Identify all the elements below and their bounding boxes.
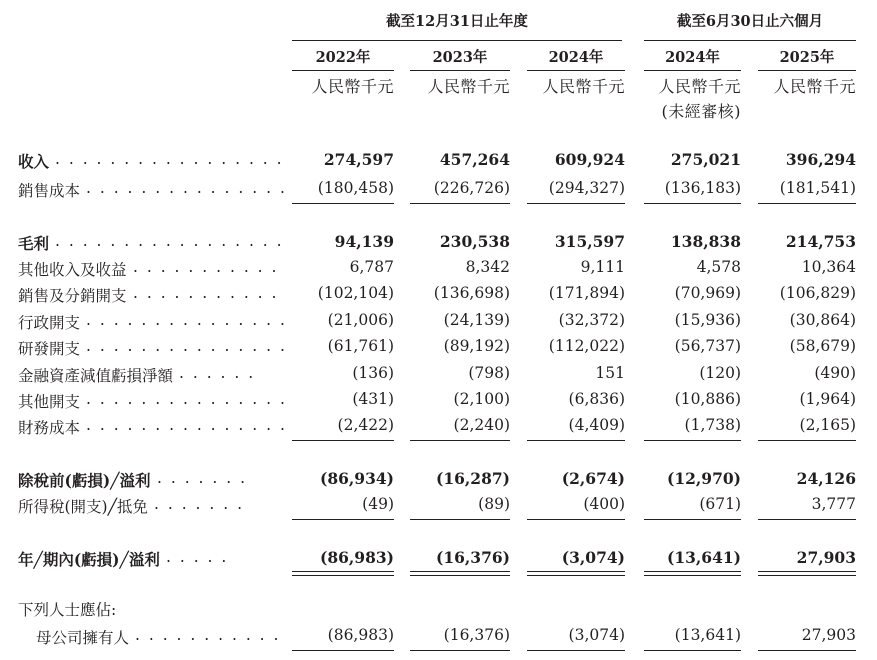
column-rule (410, 70, 510, 71)
column-rule (758, 70, 856, 71)
row-value: (671) (699, 495, 741, 513)
row-label: 財務成本 (18, 419, 81, 437)
row-value: 457,264 (439, 150, 510, 169)
attributable-value: (13,641) (674, 626, 741, 644)
subtotal-rule (758, 440, 856, 441)
subtotal-rule (527, 519, 625, 520)
leader-dots: . . . . . . . . . . . . . . . (86, 390, 287, 408)
subtotal-rule (410, 440, 510, 441)
row-value: (13,641) (667, 548, 741, 567)
row-label: 毛利 (18, 234, 50, 253)
leader-dots: . . . . . . . (154, 495, 245, 513)
row-value: (49) (362, 495, 394, 513)
row-value: (490) (814, 364, 856, 382)
row-value: (171,894) (548, 284, 625, 302)
row-value: (180,458) (317, 179, 394, 197)
column-year: 2023年 (432, 49, 488, 66)
attributable-value: (86,983) (327, 626, 394, 644)
row-value: (16,287) (436, 469, 510, 488)
column-rule (527, 70, 625, 71)
subtotal-rule (292, 203, 394, 204)
row-value: (181,541) (779, 179, 856, 197)
column-unit: 人民幣千元 (542, 77, 625, 96)
subtotal-rule (527, 650, 625, 651)
row-value: 27,903 (796, 548, 856, 567)
row-label: 收入 (18, 152, 50, 171)
column-note: (未經審核) (661, 102, 741, 121)
row-value: 396,294 (785, 150, 856, 169)
row-label: 其他收入及收益 (18, 261, 127, 279)
attributable-heading: 下列人士應佔: (18, 601, 117, 619)
column-unit: 人民幣千元 (427, 77, 510, 96)
row-value: (2,674) (561, 469, 625, 488)
row-value: (16,376) (436, 548, 510, 567)
row-value: (2,240) (453, 416, 510, 434)
row-label: 研發開支 (18, 340, 81, 358)
row-value: (61,761) (327, 337, 394, 355)
row-value: (1,964) (799, 390, 856, 408)
row-value: (12,970) (667, 469, 741, 488)
row-value: 138,838 (670, 232, 741, 251)
row-value: (4,409) (568, 416, 625, 434)
row-value: (136) (352, 364, 394, 382)
row-value: (400) (583, 495, 625, 513)
row-label: 金融資產減值虧損淨額 (18, 367, 174, 385)
leader-dots: . . . . . . . . . . . (135, 626, 281, 644)
row-value: 151 (595, 364, 625, 382)
row-value: (102,104) (317, 284, 394, 302)
group-title-annual: 截至12月31日止年度 (386, 13, 528, 30)
row-label: 除稅前(虧損)╱溢利 (18, 471, 151, 490)
subtotal-rule (292, 650, 394, 651)
row-value: (32,372) (558, 311, 625, 329)
group-rule-interim (644, 40, 856, 41)
row-value: 275,021 (670, 150, 741, 169)
leader-dots: . . . . . . . . . . . . . . . (86, 416, 287, 434)
leader-dots: . . . . . . . (157, 469, 248, 487)
subtotal-rule (758, 203, 856, 204)
column-rule (644, 70, 741, 71)
leader-dots: . . . . . . . . . . . . . . . . . (55, 150, 284, 168)
column-year: 2022年 (315, 49, 371, 66)
subtotal-rule (292, 440, 394, 441)
column-unit: 人民幣千元 (311, 77, 394, 96)
row-value: 230,538 (439, 232, 510, 251)
column-unit: 人民幣千元 (658, 77, 741, 96)
row-label: 行政開支 (18, 314, 81, 332)
total-double-rule (527, 571, 625, 576)
row-value: 274,597 (323, 150, 394, 169)
total-double-rule (644, 571, 741, 576)
row-value: (798) (468, 364, 510, 382)
leader-dots: . . . . . . . . . . . (133, 284, 279, 302)
subtotal-rule (410, 203, 510, 204)
subtotal-rule (527, 203, 625, 204)
column-rule (292, 70, 394, 71)
row-value: (112,022) (548, 337, 625, 355)
attributable-value: (3,074) (568, 626, 625, 644)
row-value: (3,074) (561, 548, 625, 567)
row-value: (136,183) (664, 179, 741, 197)
leader-dots: . . . . . . (179, 364, 256, 382)
total-double-rule (292, 571, 394, 576)
row-value: (56,737) (674, 337, 741, 355)
row-value: (106,829) (779, 284, 856, 302)
row-value: (86,983) (320, 548, 394, 567)
row-value: (2,165) (799, 416, 856, 434)
row-value: (2,422) (337, 416, 394, 434)
row-label: 年╱期內(虧損)╱溢利 (18, 550, 160, 569)
row-value: 609,924 (554, 150, 625, 169)
row-value: (294,327) (548, 179, 625, 197)
attributable-label: 母公司擁有人 (36, 629, 130, 647)
row-value: 6,787 (349, 258, 394, 276)
subtotal-rule (644, 519, 741, 520)
row-value: (1,738) (684, 416, 741, 434)
column-year: 2024年 (548, 49, 604, 66)
attributable-value: (16,376) (443, 626, 510, 644)
row-value: 4,578 (696, 258, 741, 276)
row-value: (6,836) (568, 390, 625, 408)
row-label: 所得稅(開支)╱抵免 (18, 498, 148, 516)
leader-dots: . . . . . . . . . . . (133, 258, 279, 276)
row-value: 8,342 (465, 258, 510, 276)
subtotal-rule (527, 440, 625, 441)
row-value: (30,864) (789, 311, 856, 329)
subtotal-rule (644, 203, 741, 204)
row-value: (89,192) (443, 337, 510, 355)
row-value: 214,753 (785, 232, 856, 251)
row-value: (226,726) (433, 179, 510, 197)
column-unit: 人民幣千元 (773, 77, 856, 96)
row-value: 9,111 (580, 258, 625, 276)
leader-dots: . . . . . . . . . . . . . . . (86, 337, 287, 355)
leader-dots: . . . . . . . . . . . . . . . (86, 179, 287, 197)
leader-dots: . . . . . (166, 548, 229, 566)
subtotal-rule (292, 519, 394, 520)
group-title-interim: 截至6月30日止六個月 (676, 13, 824, 30)
group-rule-annual (292, 40, 622, 41)
row-value: (136,698) (433, 284, 510, 302)
column-year: 2025年 (779, 49, 835, 66)
row-value: (24,139) (443, 311, 510, 329)
row-value: 24,126 (796, 469, 856, 488)
subtotal-rule (644, 650, 741, 651)
total-double-rule (410, 571, 510, 576)
row-value: (120) (699, 364, 741, 382)
subtotal-rule (758, 650, 856, 651)
row-value: (89) (478, 495, 510, 513)
row-value: (15,936) (674, 311, 741, 329)
subtotal-rule (410, 519, 510, 520)
subtotal-rule (644, 440, 741, 441)
row-value: (21,006) (327, 311, 394, 329)
row-value: (86,934) (320, 469, 394, 488)
row-label: 銷售及分銷開支 (18, 287, 127, 305)
row-value: 94,139 (334, 232, 394, 251)
subtotal-rule (410, 650, 510, 651)
total-double-rule (758, 571, 856, 576)
row-value: 3,777 (811, 495, 856, 513)
row-value: 10,364 (801, 258, 856, 276)
attributable-value: 27,903 (801, 626, 856, 644)
row-value: (2,100) (453, 390, 510, 408)
row-label: 其他開支 (18, 393, 81, 411)
row-value: (431) (352, 390, 394, 408)
row-value: (10,886) (674, 390, 741, 408)
leader-dots: . . . . . . . . . . . . . . . (86, 311, 287, 329)
row-value: (70,969) (674, 284, 741, 302)
subtotal-rule (758, 519, 856, 520)
row-value: 315,597 (554, 232, 625, 251)
column-year: 2024年 (665, 49, 720, 66)
leader-dots: . . . . . . . . . . . . . . . . . (55, 232, 284, 250)
row-value: (58,679) (789, 337, 856, 355)
row-label: 銷售成本 (18, 182, 81, 200)
